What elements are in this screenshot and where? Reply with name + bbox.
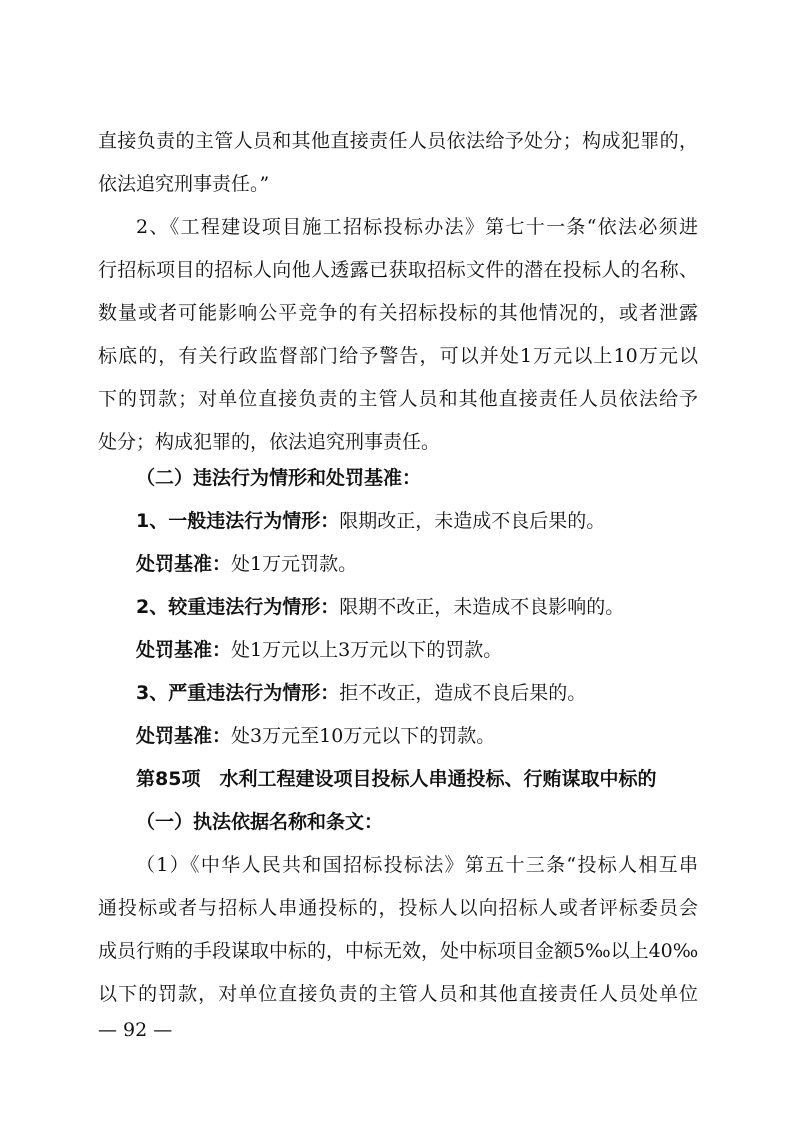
item-text: 限期不改正，未造成不良影响的。 [339, 596, 625, 618]
penalty-item [136, 595, 698, 619]
paragraph-line: 通投标或者与招标人串通投标的，投标人以向招标人或者评标委员会 [98, 897, 698, 919]
penalty-item [136, 552, 698, 576]
penalty-item [136, 509, 698, 533]
item-label: 处罚基准： [136, 639, 232, 661]
penalty-item [136, 681, 698, 705]
paragraph-line: 下的罚款；对单位直接负责的主管人员和其他直接责任人员依法给予 [98, 388, 698, 410]
paragraph-line: 处分；构成犯罪的，依法追究刑事责任。 [98, 431, 441, 453]
penalty-item [136, 638, 698, 662]
paragraph-line: 以下的罚款，对单位直接负责的主管人员和其他直接责任人员处单位 [98, 983, 698, 1005]
item-text: 限期改正，未造成不良后果的。 [339, 510, 606, 532]
item-text: 处1万元罚款。 [231, 553, 358, 575]
page-number: — 92 — [98, 1019, 173, 1041]
item-text: 拒不改正，造成不良后果的。 [339, 682, 587, 704]
paragraph-line: （1）《中华人民共和国招标投标法》第五十三条“投标人相互串 [136, 854, 698, 876]
paragraph-line: 依法追究刑事责任。” [98, 173, 270, 195]
item-text: 处3万元至10万元以下的罚款。 [231, 725, 496, 747]
item-text: 处1万元以上3万元以下的罚款。 [231, 639, 503, 661]
section-heading: （二）违法行为情形和处罚基准： [136, 467, 422, 489]
item-title: 第85项 水利工程建设项目投标人串通投标、行贿谋取中标的 [136, 768, 657, 790]
item-label: 1、一般违法行为情形： [136, 510, 340, 532]
section-heading: （一）执法依据名称和条文： [136, 811, 384, 833]
paragraph-line: 标底的，有关行政监督部门给予警告，可以并处1万元以上10万元以 [98, 345, 698, 367]
item-label: 2、较重违法行为情形： [136, 596, 340, 618]
paragraph-line: 行招标项目的招标人向他人透露已获取招标文件的潜在投标人的名称、 [98, 259, 698, 281]
paragraph-line: 2、《工程建设项目施工招标投标办法》第七十一条“依法必须进 [136, 216, 698, 238]
penalty-item [136, 724, 698, 748]
item-label: 处罚基准： [136, 725, 232, 747]
paragraph-line: 数量或者可能影响公平竞争的有关招标投标的其他情况的，或者泄露 [98, 302, 698, 324]
paragraph-line: 直接负责的主管人员和其他直接责任人员依法给予处分；构成犯罪的， [98, 130, 698, 152]
item-label: 3、严重违法行为情形： [136, 682, 340, 704]
paragraph-line: 成员行贿的手段谋取中标的，中标无效，处中标项目金额5‰以上40‰ [98, 940, 698, 962]
item-label: 处罚基准： [136, 553, 232, 575]
